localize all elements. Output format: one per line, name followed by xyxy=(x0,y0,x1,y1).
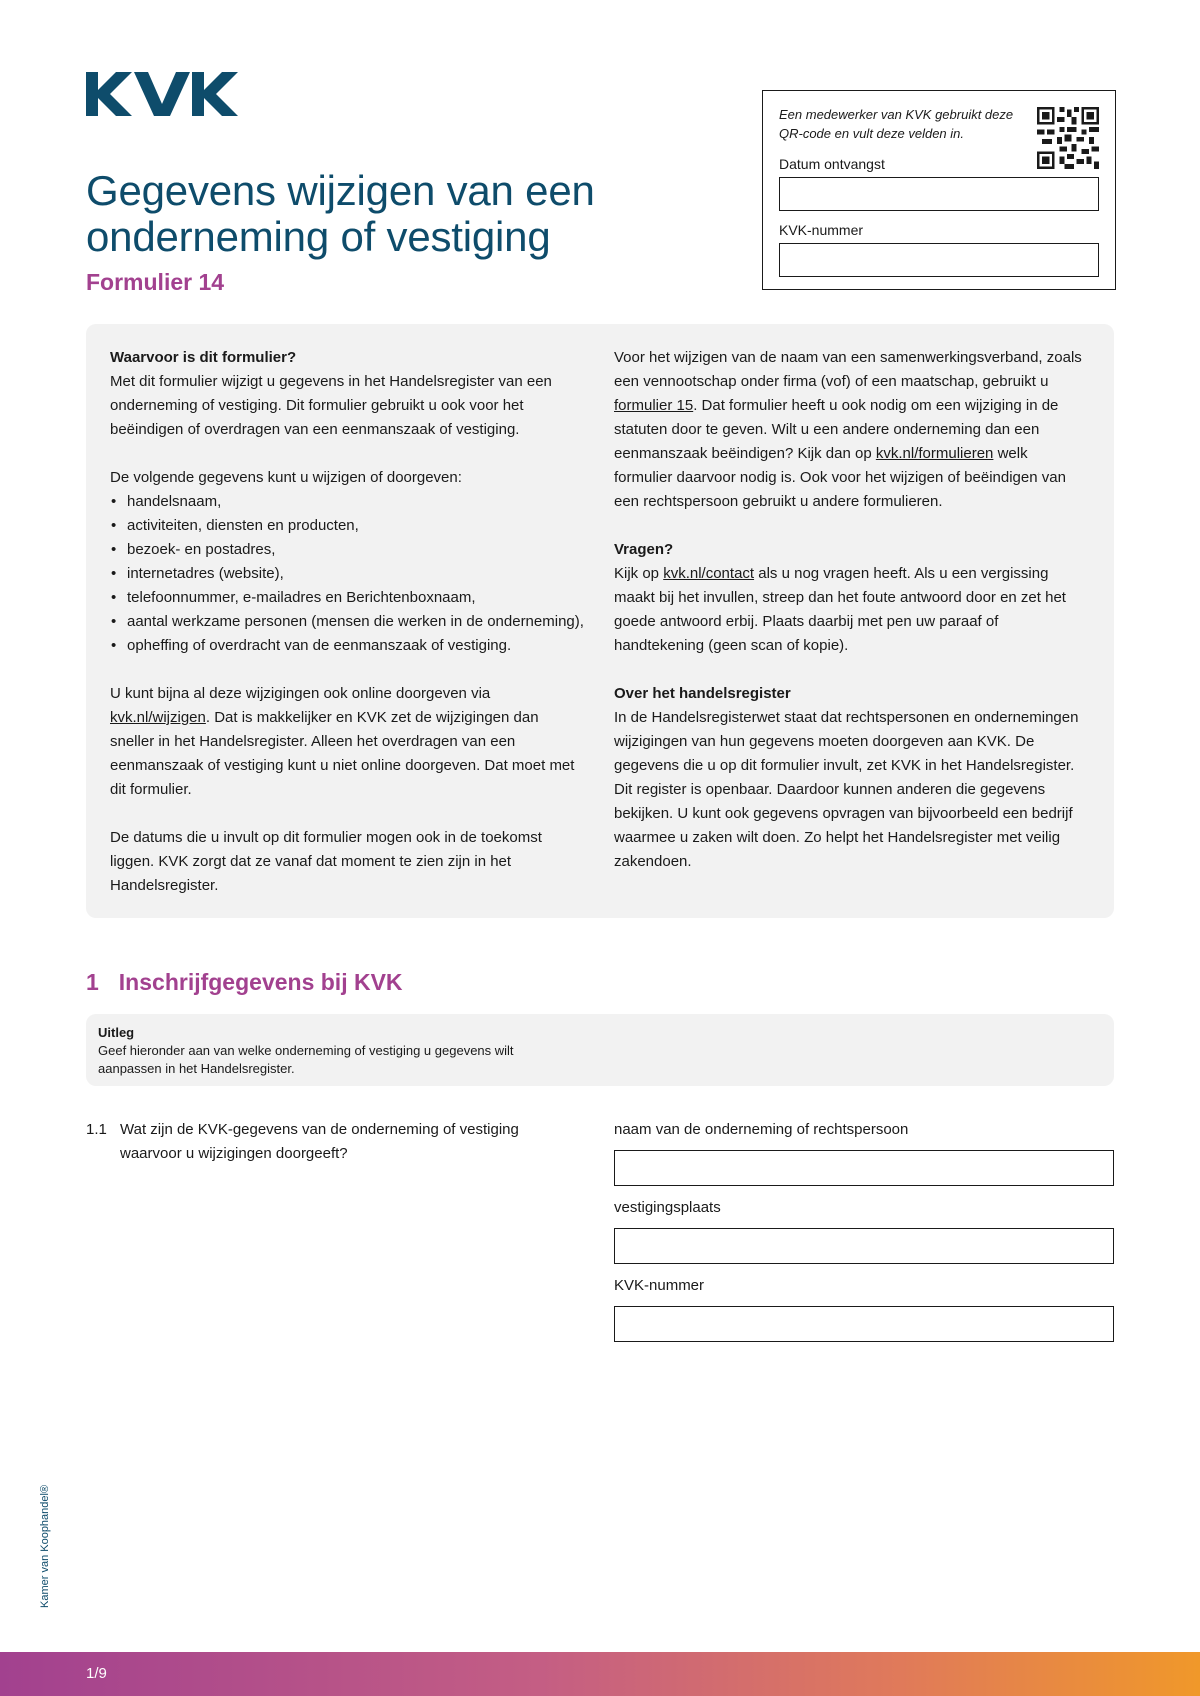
link-kvk-contact[interactable]: kvk.nl/contact xyxy=(663,565,755,582)
company-name-label: naam van de onderneming of rechtspersoon xyxy=(614,1121,909,1138)
questions-text-a: Kijk op xyxy=(614,565,664,582)
explanation-box xyxy=(86,1014,1114,1086)
company-name-field[interactable] xyxy=(614,1150,1114,1186)
info-left-column xyxy=(110,346,584,896)
purpose-intro: Met dit formulier wijzigt u gegevens in het Handelsregister van een onderneming of vestiging. Dit formulier gebruikt u ook voor het beëindigen of overdragen van een eenmanszaak of vestiging. xyxy=(110,373,552,438)
received-date-label: Datum ontvangst xyxy=(779,156,885,172)
list-item: • opheffing of overdracht van de eenmanszaak of vestiging. xyxy=(110,634,584,658)
title-line-1: Gegevens wijzigen van een xyxy=(86,167,595,214)
received-date-field[interactable] xyxy=(779,177,1099,211)
partnership-paragraph xyxy=(614,346,1088,514)
footer-bar xyxy=(0,1652,1200,1696)
title-line-2: onderneming of vestiging xyxy=(86,213,551,260)
partnership-text-a: Voor het wijzigen van de naam van een samenwerkingsverband, zoals een vennootschap onder firma (vof) of een maatschap, gebruikt u xyxy=(614,349,1082,390)
changeable-data-list xyxy=(110,490,584,658)
kvk-number-field[interactable] xyxy=(614,1306,1114,1342)
online-text-start: U kunt bijna al deze wijzigingen ook online doorgeven via xyxy=(110,685,491,702)
info-right-column xyxy=(614,346,1088,896)
section-number: 1 xyxy=(86,969,99,995)
page-title xyxy=(86,168,726,260)
explanation-text: Geef hieronder aan van welke onderneming of vestiging u gegevens wilt aanpassen in het Handelsregister. xyxy=(98,1043,514,1076)
question-number: 1.1 xyxy=(86,1121,107,1138)
register-heading: Over het handelsregister xyxy=(614,685,791,702)
list-item: • aantal werkzame personen (mensen die werken in de onderneming), xyxy=(110,610,584,634)
qr-code-icon xyxy=(1037,107,1099,169)
online-paragraph xyxy=(110,682,584,802)
staff-kvk-number-label: KVK-nummer xyxy=(779,222,864,238)
kvk-logo-icon xyxy=(86,72,238,116)
partnership-text-b: . Dat formulier heeft u ook nodig om een wijziging in de statuten door te geven. Wilt u een andere onderneming dan een eenmanszaak beëindigen? Kijk dan op xyxy=(614,397,1059,462)
list-item: • telefoonnummer, e-mailadres en Berichtenboxnaam, xyxy=(110,586,584,610)
dates-paragraph: De datums die u invult op dit formulier mogen ook in de toekomst liggen. KVK zorgt dat ze vanaf dat moment te zien zijn in het Handelsregister. xyxy=(110,829,542,894)
link-formulier-15[interactable]: formulier 15 xyxy=(614,397,694,414)
question-1-1 xyxy=(86,1118,526,1166)
list-intro: De volgende gegevens kunt u wijzigen of doorgeven: xyxy=(110,469,462,486)
purpose-heading: Waarvoor is dit formulier? xyxy=(110,349,297,366)
online-text-end: . Dat is makkelijker en KVK zet de wijzigingen dan sneller in het Handelsregister. Alleen het overdragen van een eenmanszaak of vestiging kunt u niet online doorgeven. Dat moet met dit formulier. xyxy=(110,709,575,798)
page-number: 1/9 xyxy=(86,1665,107,1682)
company-details-fields xyxy=(614,1118,1114,1352)
list-item: • handelsnaam, xyxy=(110,490,584,514)
questions-paragraph xyxy=(614,562,1088,658)
info-panel xyxy=(86,324,1114,918)
staff-note: Een medewerker van KVK gebruikt deze QR-code en vult deze velden in. xyxy=(779,107,1014,141)
list-item: • bezoek- en postadres, xyxy=(110,538,584,562)
questions-text-b: als u nog vragen heeft. Als u een vergissing maakt bij het invullen, streep dan het foute antwoord door en zet het goede antwoord erbij. Plaats daarbij met pen uw paraaf of handtekening (geen scan of kopie). xyxy=(614,565,1066,654)
form-number: Formulier 14 xyxy=(86,269,225,295)
questions-heading: Vragen? xyxy=(614,541,674,558)
kvk-number-label: KVK-nummer xyxy=(614,1277,705,1294)
register-paragraph: In de Handelsregisterwet staat dat rechtspersonen en ondernemingen wijzigingen van hun gegevens moeten doorgeven aan KVK. De gegevens die u op dit formulier invult, zet KVK in het Handelsregister. Dit register is openbaar. Daardoor kunnen anderen die gegevens bekijken. U kunt ook gegevens opvragen van bijvoorbeeld een bedrijf waarmee u zaken wilt doen. Zo helpt het Handelsregister met veilig zakendoen. xyxy=(614,709,1079,870)
section-1-title xyxy=(86,968,403,996)
kvk-logo xyxy=(86,72,238,116)
staff-kvk-number-field[interactable] xyxy=(779,243,1099,277)
location-field[interactable] xyxy=(614,1228,1114,1264)
location-label: vestigingsplaats xyxy=(614,1199,721,1216)
question-text: Wat zijn de KVK-gegevens van de onderneming of vestiging waarvoor u wijzigingen doorgeeft? xyxy=(120,1121,519,1162)
link-kvk-wijzigen[interactable]: kvk.nl/wijzigen xyxy=(110,709,206,726)
section-heading: Inschrijfgegevens bij KVK xyxy=(118,969,403,995)
staff-use-box xyxy=(762,90,1116,290)
list-item: • activiteiten, diensten en producten, xyxy=(110,514,584,538)
partnership-text-c: welk formulier daarvoor nodig is. Ook voor het wijzigen of beëindigen van een rechtspersoon gebruikt u andere formulieren. xyxy=(614,445,1066,510)
list-item: • internetadres (website), xyxy=(110,562,584,586)
side-brand-text: Kamer van Koophandel® xyxy=(39,1484,51,1608)
explanation-heading: Uitleg xyxy=(98,1025,135,1040)
link-kvk-formulieren[interactable]: kvk.nl/formulieren xyxy=(875,445,994,462)
